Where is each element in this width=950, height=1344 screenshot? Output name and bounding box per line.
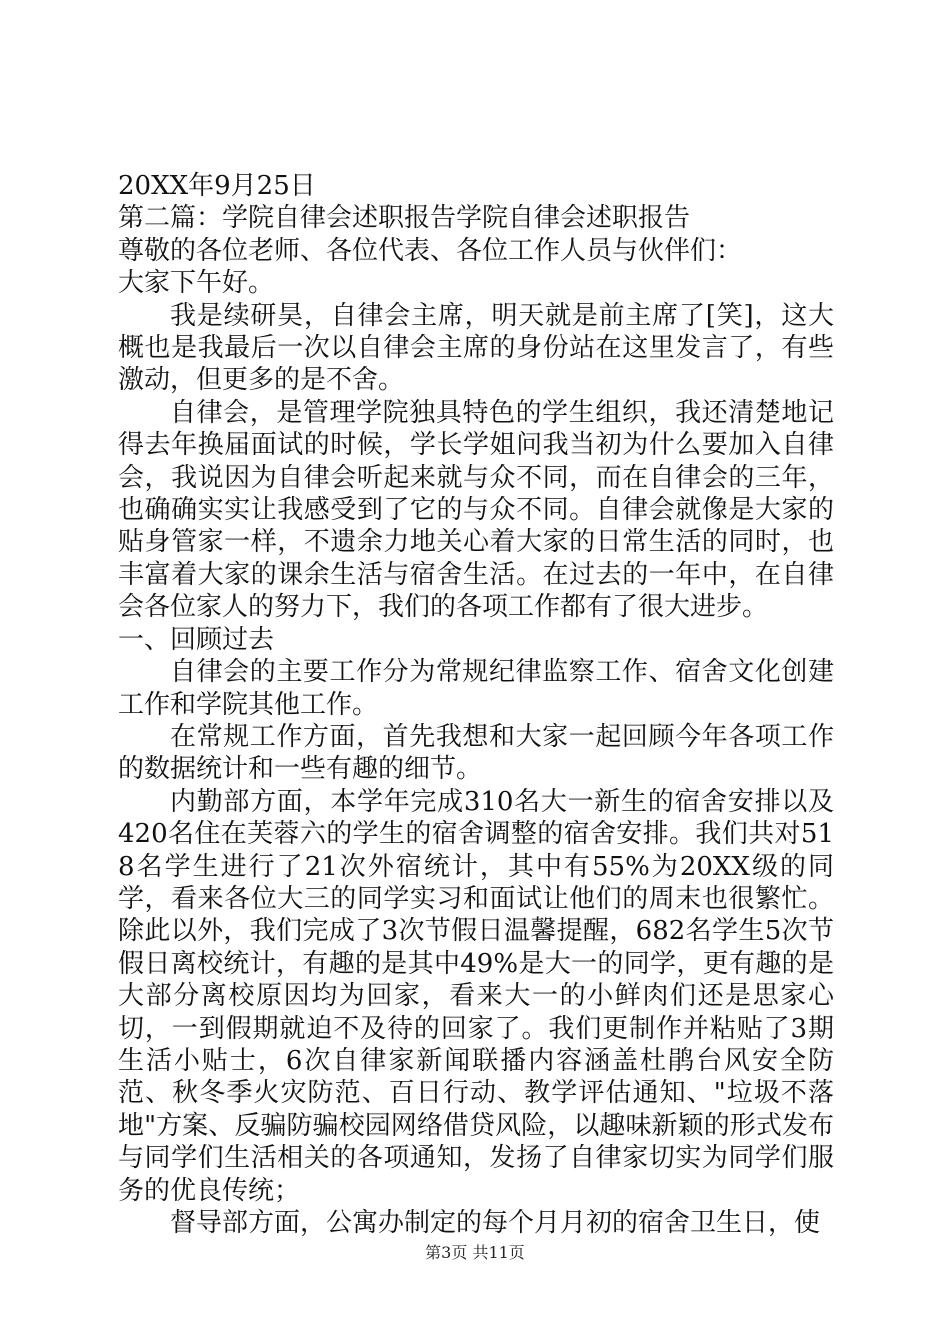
paragraph-routine: 在常规工作方面，首先我想和大家一起回顾今年各项工作的数据统计和一些有趣的细节。: [118, 721, 834, 785]
document-body: [118, 170, 834, 1239]
date-line: 20XX年9月25日: [118, 171, 316, 201]
paragraph-about: 自律会，是管理学院独具特色的学生组织，我还清楚地记得去年换届面试的时候，学长学姐问我当初为什么要加入自律会，我说因为自律会听起来就与众不同，而在自律会的三年，也确确实实让我感受到了它的与众不同。自律会就像是大家的贴身管家一样，不遗余力地关心着大家的日常生活的同时，也丰富着大家的课余生活与宿舍生活。在过去的一年中，在自律会各位家人的努力下，我们的各项工作都有了很大进步。: [118, 397, 834, 623]
page-number: 第3页 共11页: [425, 1243, 525, 1262]
paragraph-internal-affairs: 内勤部方面，本学年完成310名大一新生的宿舍安排以及420名住在芙蓉六的学生的宿舍调整的宿舍安排。我们共对518名学生进行了21次外宿统计，其中有55%为20XX级的同学，看来各位大三的同学实习和面试让他们的周末也很繁忙。除此以外，我们完成了3次节假日温馨提醒，682名学生5次节假日离校统计，有趣的是其中49%是大一的同学，更有趣的是大部分离校原因均为回家，看来大一的小鲜肉们还是思家心切，一到假期就迫不及待的回家了。我们更制作并粘贴了3期生活小贴士，6次自律家新闻联播内容涵盖杜鹃台风安全防范、秋冬季火灾防范、百日行动、教学评估通知、"垃圾不落地"方案、反骗防骗校园网络借贷风险，以趣味新颖的形式发布与同学们生活相关的各项通知，发扬了自律家切实为同学们服务的优良传统；: [118, 786, 834, 1206]
paragraph-supervision: 督导部方面，公寓办制定的每个月月初的宿舍卫生日，使: [170, 1208, 821, 1238]
section-title: 第二篇：学院自律会述职报告学院自律会述职报告: [118, 203, 691, 234]
greeting: 大家下午好。: [118, 268, 275, 299]
heading-review: 一、回顾过去: [118, 624, 275, 655]
paragraph-intro: 我是续研昊，自律会主席，明天就是前主席了[笑]，这大概也是我最后一次以自律会主席的身份站在这里发言了，有些激动，但更多的是不舍。: [118, 300, 834, 396]
salutation: 尊敬的各位老师、各位代表、各位工作人员与伙伴们：: [118, 235, 743, 266]
paragraph-work-areas: 自律会的主要工作分为常规纪律监察工作、宿舍文化创建工作和学院其他工作。: [118, 657, 834, 720]
